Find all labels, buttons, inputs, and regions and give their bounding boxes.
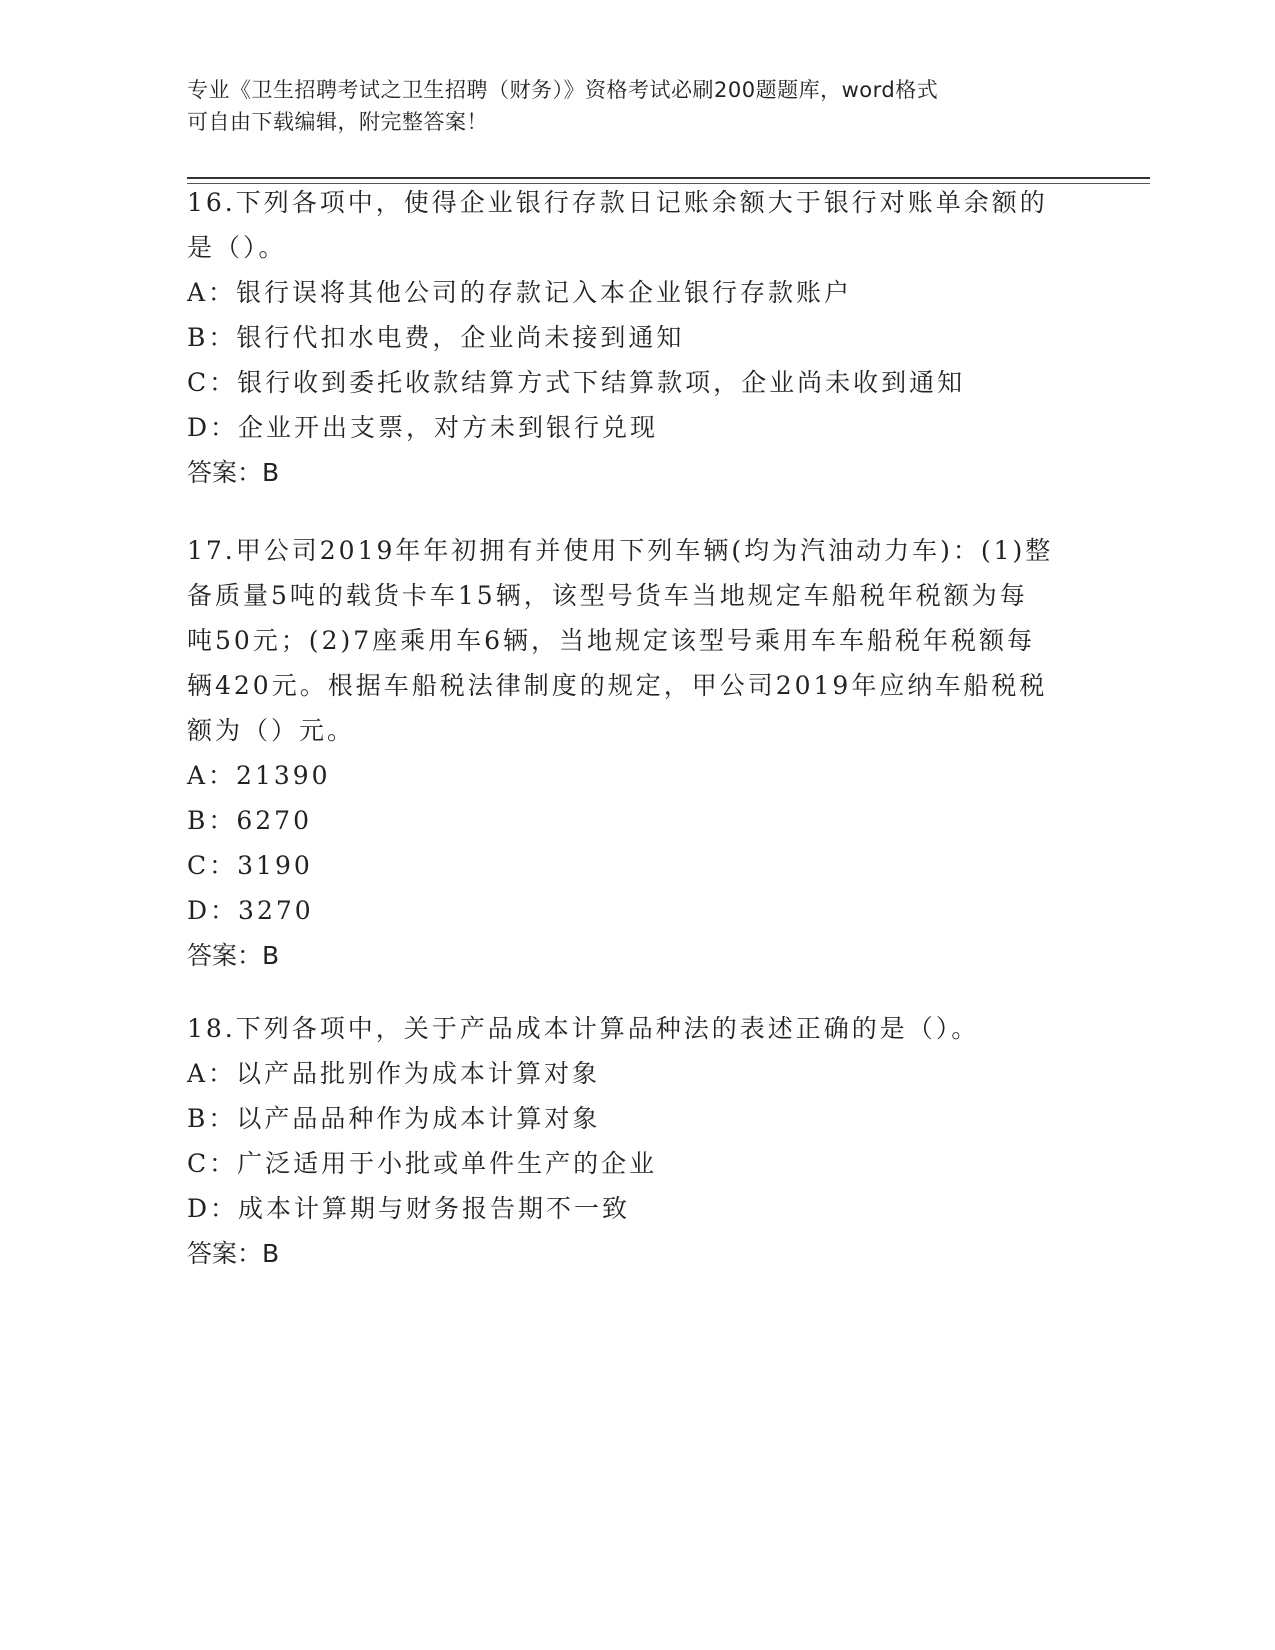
option-b: B：6270: [187, 806, 312, 835]
option-c: C：广泛适用于小批或单件生产的企业: [187, 1149, 658, 1178]
question-stem-line: 16.下列各项中，使得企业银行存款日记账余额大于银行对账单余额的: [187, 188, 1048, 217]
header-line-1: 专业《卫生招聘考试之卫生招聘（财务）》资格考试必刷200题题库，word格式: [187, 78, 939, 102]
header-line-2: 可自由下载编辑，附完整答案！: [187, 110, 488, 134]
option-d: D：3270: [187, 896, 314, 925]
option-a: A：银行误将其他公司的存款记入本企业银行存款账户: [187, 278, 853, 307]
question-16: [187, 180, 1087, 495]
answer: 答案：B: [187, 1239, 280, 1268]
option-b: B：以产品品种作为成本计算对象: [187, 1104, 601, 1133]
header-divider-thick: [187, 177, 1150, 179]
option-a: A：21390: [187, 761, 331, 790]
option-a: A：以产品批别作为成本计算对象: [187, 1059, 601, 1088]
answer: 答案：B: [187, 458, 280, 487]
option-b: B：银行代扣水电费，企业尚未接到通知: [187, 323, 685, 352]
document-header: [187, 74, 1067, 138]
option-d: D：成本计算期与财务报告期不一致: [187, 1194, 631, 1223]
question-stem-line: 吨50元；(2)7座乘用车6辆，当地规定该型号乘用车车船税年税额每: [187, 626, 1036, 655]
question-17: [187, 528, 1087, 978]
question-stem-line: 18.下列各项中，关于产品成本计算品种法的表述正确的是（）。: [187, 1014, 980, 1043]
question-stem-line: 备质量5吨的载货卡车15辆，该型号货车当地规定车船税年税额为每: [187, 581, 1028, 610]
option-d: D：企业开出支票，对方未到银行兑现: [187, 413, 659, 442]
option-c: C：3190: [187, 851, 313, 880]
question-stem-line: 是（）。: [187, 233, 287, 262]
option-c: C：银行收到委托收款结算方式下结算款项，企业尚未收到通知: [187, 368, 966, 397]
question-stem-line: 辆420元。根据车船税法律制度的规定，甲公司2019年应纳车船税税: [187, 671, 1048, 700]
question-stem-line: 17.甲公司2019年年初拥有并使用下列车辆(均为汽油动力车)：(1)整: [187, 536, 1054, 565]
question-stem-line: 额为（）元。: [187, 716, 356, 745]
answer: 答案：B: [187, 941, 280, 970]
question-18: [187, 1006, 1087, 1276]
